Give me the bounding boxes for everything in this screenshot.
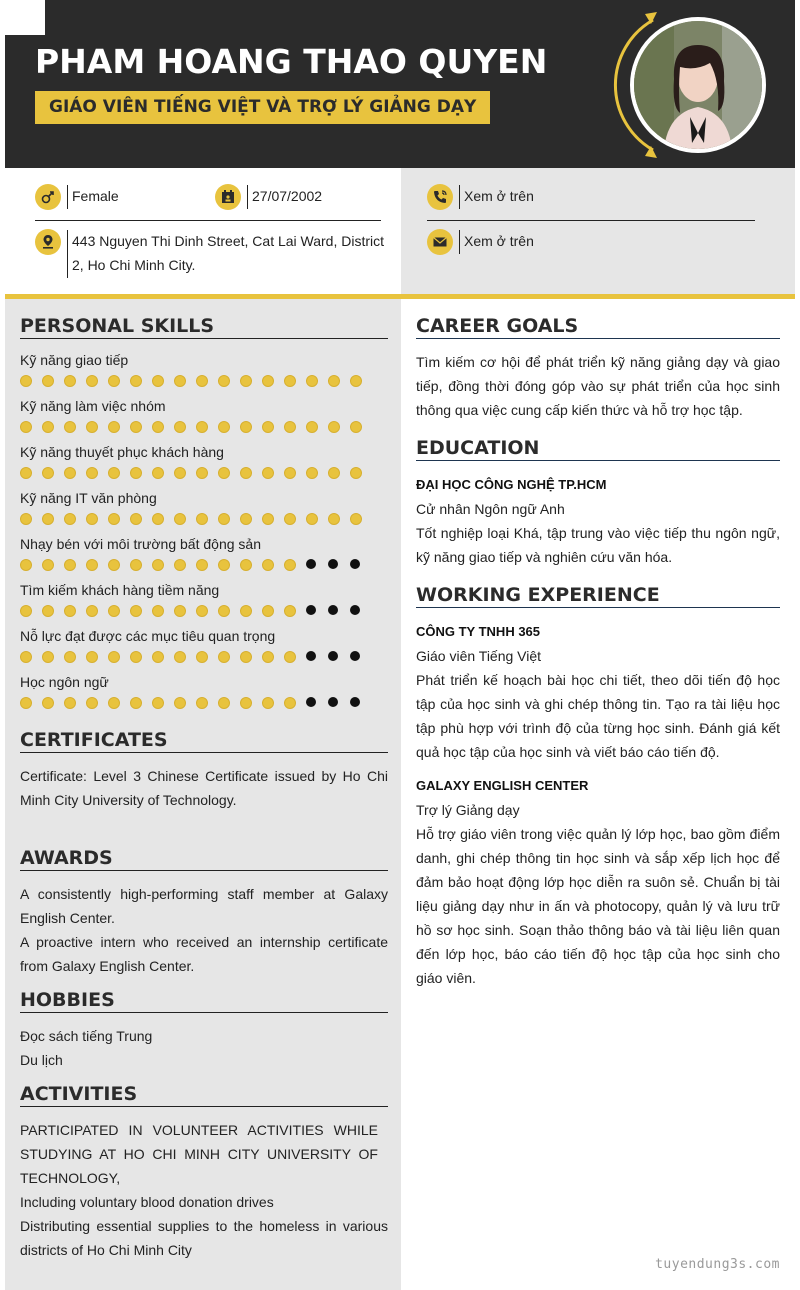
job-description: Hỗ trợ giáo viên trong việc quản lý lớp học, bao gồm điểm danh, ghi chép thông tin học sinh và sắp xếp lịch học để đảm bảo hoạt động lớp học diễn ra suôn sẻ. Chuẩn bị tài liệu giảng dạy như in ấn và photocopy, quản lý và lưu trữ hồ sơ học sinh. Soạn thảo thông báo và tài liệu liên quan đến lớp học, báo cáo tiến độ học tập của học sinh cho giáo viên. [416, 826, 780, 986]
skill-dot-filled [174, 603, 196, 617]
skill-dot-filled [196, 373, 218, 387]
skill-dot-filled [262, 511, 284, 525]
skill-dot-filled [284, 419, 306, 433]
watermark: tuyendung3s.com [655, 1257, 780, 1272]
skill-dot-filled [218, 511, 240, 525]
education-description: Tốt nghiệp loại Khá, tập trung vào việc tiếp thu ngôn ngữ, kỹ năng giao tiếp và nghiên cứu văn hóa. [416, 525, 780, 565]
skill-dot-filled [262, 419, 284, 433]
skill-dot-filled [152, 557, 174, 571]
skill-dot-filled [130, 649, 152, 663]
skill-dot-filled [152, 603, 174, 617]
right-column [401, 299, 795, 1290]
skill-label: Kỹ năng IT văn phòng [20, 490, 157, 506]
contact-birthday [215, 184, 322, 210]
skill-label: Tìm kiếm khách hàng tiềm năng [20, 582, 220, 598]
skill-dot-filled [328, 373, 350, 387]
skill-row [20, 581, 390, 617]
activity-item: PARTICIPATED IN VOLUNTEER ACTIVITIES WHILE STUDYING AT HO CHI MINH CITY UNIVERSITY OF TECHNOLOGY, [20, 1122, 378, 1186]
skill-dot-empty [350, 649, 372, 663]
skill-dot-filled [108, 373, 130, 387]
skill-dot-filled [196, 419, 218, 433]
skill-dot-filled [218, 465, 240, 479]
award-item: A consistently high-performing staff member at Galaxy English Center. [20, 886, 388, 926]
skill-dot-empty [350, 695, 372, 709]
skill-dot-filled [108, 419, 130, 433]
skill-label: Nỗ lực đạt được các mục tiêu quan trọng [20, 628, 276, 644]
separator [67, 230, 68, 278]
phone-icon [427, 184, 453, 210]
skill-dot-filled [328, 419, 350, 433]
skill-dot-empty [350, 603, 372, 617]
skill-dot-empty [306, 603, 328, 617]
skill-dot-filled [240, 695, 262, 709]
skill-dot-filled [218, 649, 240, 663]
hobbies-title: HOBBIES [20, 989, 388, 1013]
contact-gender [35, 184, 119, 210]
skill-label: Kỹ năng giao tiếp [20, 352, 129, 368]
skill-dot-filled [196, 511, 218, 525]
award-item: A proactive intern who received an internship certificate from Galaxy English Center. [20, 934, 388, 974]
job-company: CÔNG TY TNHH 365 [416, 624, 541, 639]
skill-dot-filled [240, 465, 262, 479]
awards-list [20, 882, 388, 978]
skill-dot-filled [20, 603, 42, 617]
address-value [72, 229, 384, 277]
certificates-text: Certificate: Level 3 Chinese Certificate issued by Ho Chi Minh City University of Technology. [20, 768, 388, 808]
separator [459, 230, 460, 254]
skill-dot-filled [64, 511, 86, 525]
skill-dot-filled [174, 419, 196, 433]
separator [247, 185, 248, 209]
skill-dot-filled [306, 373, 328, 387]
skill-dot-filled [42, 557, 64, 571]
phone-value: Xem ở trên [464, 188, 534, 204]
skill-dot-empty [306, 557, 328, 571]
skill-dot-filled [108, 649, 130, 663]
skill-dot-filled [108, 465, 130, 479]
contact-divider [427, 220, 755, 221]
left-column [5, 299, 401, 1290]
skill-dot-filled [196, 649, 218, 663]
skill-dot-filled [42, 373, 64, 387]
skill-label: Nhạy bén với môi trường bất động sản [20, 536, 261, 552]
hobby-item: Đọc sách tiếng Trung [20, 1028, 153, 1044]
skills-title: PERSONAL SKILLS [20, 315, 388, 339]
skill-dot-filled [174, 695, 196, 709]
skill-dot-filled [284, 649, 306, 663]
skill-dot-filled [108, 603, 130, 617]
location-pin-icon [35, 229, 61, 255]
skill-dot-filled [86, 557, 108, 571]
skill-dot-filled [262, 649, 284, 663]
skill-row [20, 627, 390, 663]
avatar [630, 17, 766, 153]
gender-value: Female [72, 188, 119, 204]
skill-dot-filled [284, 373, 306, 387]
skill-dot-filled [86, 373, 108, 387]
skill-dot-filled [262, 465, 284, 479]
skill-dot-filled [152, 695, 174, 709]
skill-dot-filled [174, 465, 196, 479]
skill-level-dots [20, 373, 390, 387]
skill-dot-empty [350, 557, 372, 571]
avatar-photo [634, 21, 762, 149]
skill-dot-filled [64, 557, 86, 571]
address-line-1: 443 Nguyen Thi Dinh Street, Cat Lai Ward, District [72, 233, 385, 249]
skill-dot-filled [64, 419, 86, 433]
hobby-item: Du lịch [20, 1052, 63, 1068]
skill-dot-filled [108, 695, 130, 709]
separator [459, 185, 460, 209]
skill-dot-filled [86, 419, 108, 433]
skill-row [20, 673, 390, 709]
skill-dot-filled [64, 649, 86, 663]
skill-dot-filled [152, 511, 174, 525]
skill-dot-filled [262, 373, 284, 387]
skill-dot-filled [196, 603, 218, 617]
skill-row [20, 397, 390, 433]
skill-dot-filled [350, 511, 372, 525]
email-value: Xem ở trên [464, 233, 534, 249]
skill-dot-filled [240, 557, 262, 571]
skill-dot-filled [196, 465, 218, 479]
skill-dot-filled [42, 511, 64, 525]
skill-dot-filled [64, 373, 86, 387]
separator [67, 185, 68, 209]
skill-dot-filled [284, 511, 306, 525]
skill-level-dots [20, 511, 390, 525]
skill-dot-filled [152, 649, 174, 663]
skill-dot-filled [218, 557, 240, 571]
skill-dot-filled [20, 649, 42, 663]
skill-dot-filled [152, 373, 174, 387]
experience-title: WORKING EXPERIENCE [416, 584, 780, 608]
skill-dot-filled [86, 649, 108, 663]
skill-dot-filled [174, 649, 196, 663]
skill-dot-filled [240, 603, 262, 617]
skill-dot-filled [174, 511, 196, 525]
header [5, 0, 795, 168]
certificates-title: CERTIFICATES [20, 729, 388, 753]
job-company: GALAXY ENGLISH CENTER [416, 778, 589, 793]
skill-dot-filled [20, 465, 42, 479]
header-corner [5, 0, 45, 35]
job-role: Trợ lý Giảng dạy [416, 802, 520, 818]
education-degree: Cử nhân Ngôn ngữ Anh [416, 501, 565, 517]
skill-dot-filled [262, 557, 284, 571]
skill-dot-filled [328, 465, 350, 479]
skill-dot-filled [284, 465, 306, 479]
skill-dot-empty [328, 695, 350, 709]
skill-level-dots [20, 465, 390, 479]
calendar-icon [215, 184, 241, 210]
skill-dot-filled [42, 649, 64, 663]
hobbies-list [20, 1024, 388, 1072]
skill-dot-filled [350, 465, 372, 479]
skill-dot-filled [42, 603, 64, 617]
skill-dot-filled [262, 695, 284, 709]
skill-dot-filled [20, 557, 42, 571]
birthday-value: 27/07/2002 [252, 188, 323, 204]
skill-dot-filled [130, 373, 152, 387]
avatar-frame [605, 8, 775, 162]
skill-dot-filled [284, 557, 306, 571]
contact-phone [427, 184, 534, 210]
skill-dot-filled [262, 603, 284, 617]
activities-title: ACTIVITIES [20, 1083, 388, 1107]
skill-dot-filled [64, 603, 86, 617]
skill-dot-filled [130, 419, 152, 433]
skill-dot-filled [218, 419, 240, 433]
skill-dot-filled [284, 603, 306, 617]
skill-dot-filled [240, 649, 262, 663]
career-goals-text: Tìm kiếm cơ hội để phát triển kỹ năng giảng dạy và giao tiếp, đồng thời đóng góp vào sự phát triển của học sinh thông qua việc cung cấp kiến thức và hỗ trợ học tập. [416, 354, 780, 418]
skill-dot-filled [42, 419, 64, 433]
contact-email [427, 229, 534, 255]
skill-level-dots [20, 557, 390, 571]
skill-level-dots [20, 649, 390, 663]
skill-dot-filled [20, 511, 42, 525]
skill-dot-filled [42, 465, 64, 479]
skill-label: Học ngôn ngữ [20, 674, 109, 690]
skill-dot-filled [350, 419, 372, 433]
activity-item: Including voluntary blood donation drives [20, 1194, 274, 1210]
job-description: Phát triển kế hoạch bài học chi tiết, theo dõi tiến độ học tập của học sinh và ghi chép thông tin. Tạo ra tài liệu học tập phù hợp với trình độ của từng học sinh. Đánh giá kết quả học tập của học sinh và viết báo cáo tiến độ. [416, 672, 780, 760]
skill-dot-filled [64, 695, 86, 709]
career-goals-title: CAREER GOALS [416, 315, 780, 339]
job-role: Giáo viên Tiếng Việt [416, 648, 542, 664]
skill-dot-filled [108, 557, 130, 571]
skill-dot-filled [130, 465, 152, 479]
skill-level-dots [20, 419, 390, 433]
skill-dot-filled [130, 511, 152, 525]
skill-dot-filled [218, 373, 240, 387]
skill-row [20, 489, 390, 525]
mail-icon [427, 229, 453, 255]
address-line-2: 2, Ho Chi Minh City. [72, 257, 196, 273]
skill-dot-filled [240, 373, 262, 387]
skill-row [20, 535, 390, 571]
skill-dot-filled [152, 419, 174, 433]
activities-list [20, 1118, 388, 1262]
skill-dot-empty [306, 695, 328, 709]
skill-dot-filled [20, 695, 42, 709]
skill-dot-filled [130, 695, 152, 709]
skill-label: Kỹ năng thuyết phục khách hàng [20, 444, 224, 460]
skill-label: Kỹ năng làm việc nhóm [20, 398, 166, 414]
skill-dot-filled [240, 511, 262, 525]
skill-dot-filled [86, 465, 108, 479]
skill-dot-filled [64, 465, 86, 479]
job-title: GIÁO VIÊN TIẾNG VIỆT VÀ TRỢ LÝ GIẢNG DẠY [35, 91, 490, 124]
skill-dot-filled [350, 373, 372, 387]
full-name: PHAM HOANG THAO QUYEN [35, 42, 548, 81]
skill-dot-empty [328, 557, 350, 571]
skill-dot-empty [328, 649, 350, 663]
skill-dot-filled [152, 465, 174, 479]
skill-dot-filled [306, 465, 328, 479]
education-school: ĐẠI HỌC CÔNG NGHỆ TP.HCM [416, 477, 607, 492]
skill-dot-filled [196, 695, 218, 709]
skill-dot-filled [86, 695, 108, 709]
skill-dot-filled [130, 603, 152, 617]
skill-dot-filled [130, 557, 152, 571]
skill-row [20, 351, 390, 387]
skill-dot-filled [284, 695, 306, 709]
skill-dot-filled [20, 373, 42, 387]
skill-dot-filled [86, 511, 108, 525]
skill-dot-empty [306, 649, 328, 663]
skill-dot-filled [108, 511, 130, 525]
skill-dot-filled [42, 695, 64, 709]
contact-divider [35, 220, 381, 221]
skill-dot-filled [196, 557, 218, 571]
skill-level-dots [20, 695, 390, 709]
skill-dot-filled [20, 419, 42, 433]
skill-dot-filled [328, 511, 350, 525]
skill-dot-filled [218, 603, 240, 617]
activity-item: Distributing essential supplies to the homeless in various districts of Ho Chi Minh City [20, 1218, 388, 1258]
skill-dot-filled [218, 695, 240, 709]
skill-dot-filled [86, 603, 108, 617]
skill-dot-filled [306, 511, 328, 525]
contact-address [35, 229, 385, 278]
skill-dot-filled [174, 557, 196, 571]
gender-icon [35, 184, 61, 210]
skill-dot-filled [306, 419, 328, 433]
skill-dot-empty [328, 603, 350, 617]
awards-title: AWARDS [20, 847, 388, 871]
skill-dot-filled [240, 419, 262, 433]
skill-row [20, 443, 390, 479]
skill-level-dots [20, 603, 390, 617]
skill-dot-filled [174, 373, 196, 387]
education-title: EDUCATION [416, 437, 780, 461]
